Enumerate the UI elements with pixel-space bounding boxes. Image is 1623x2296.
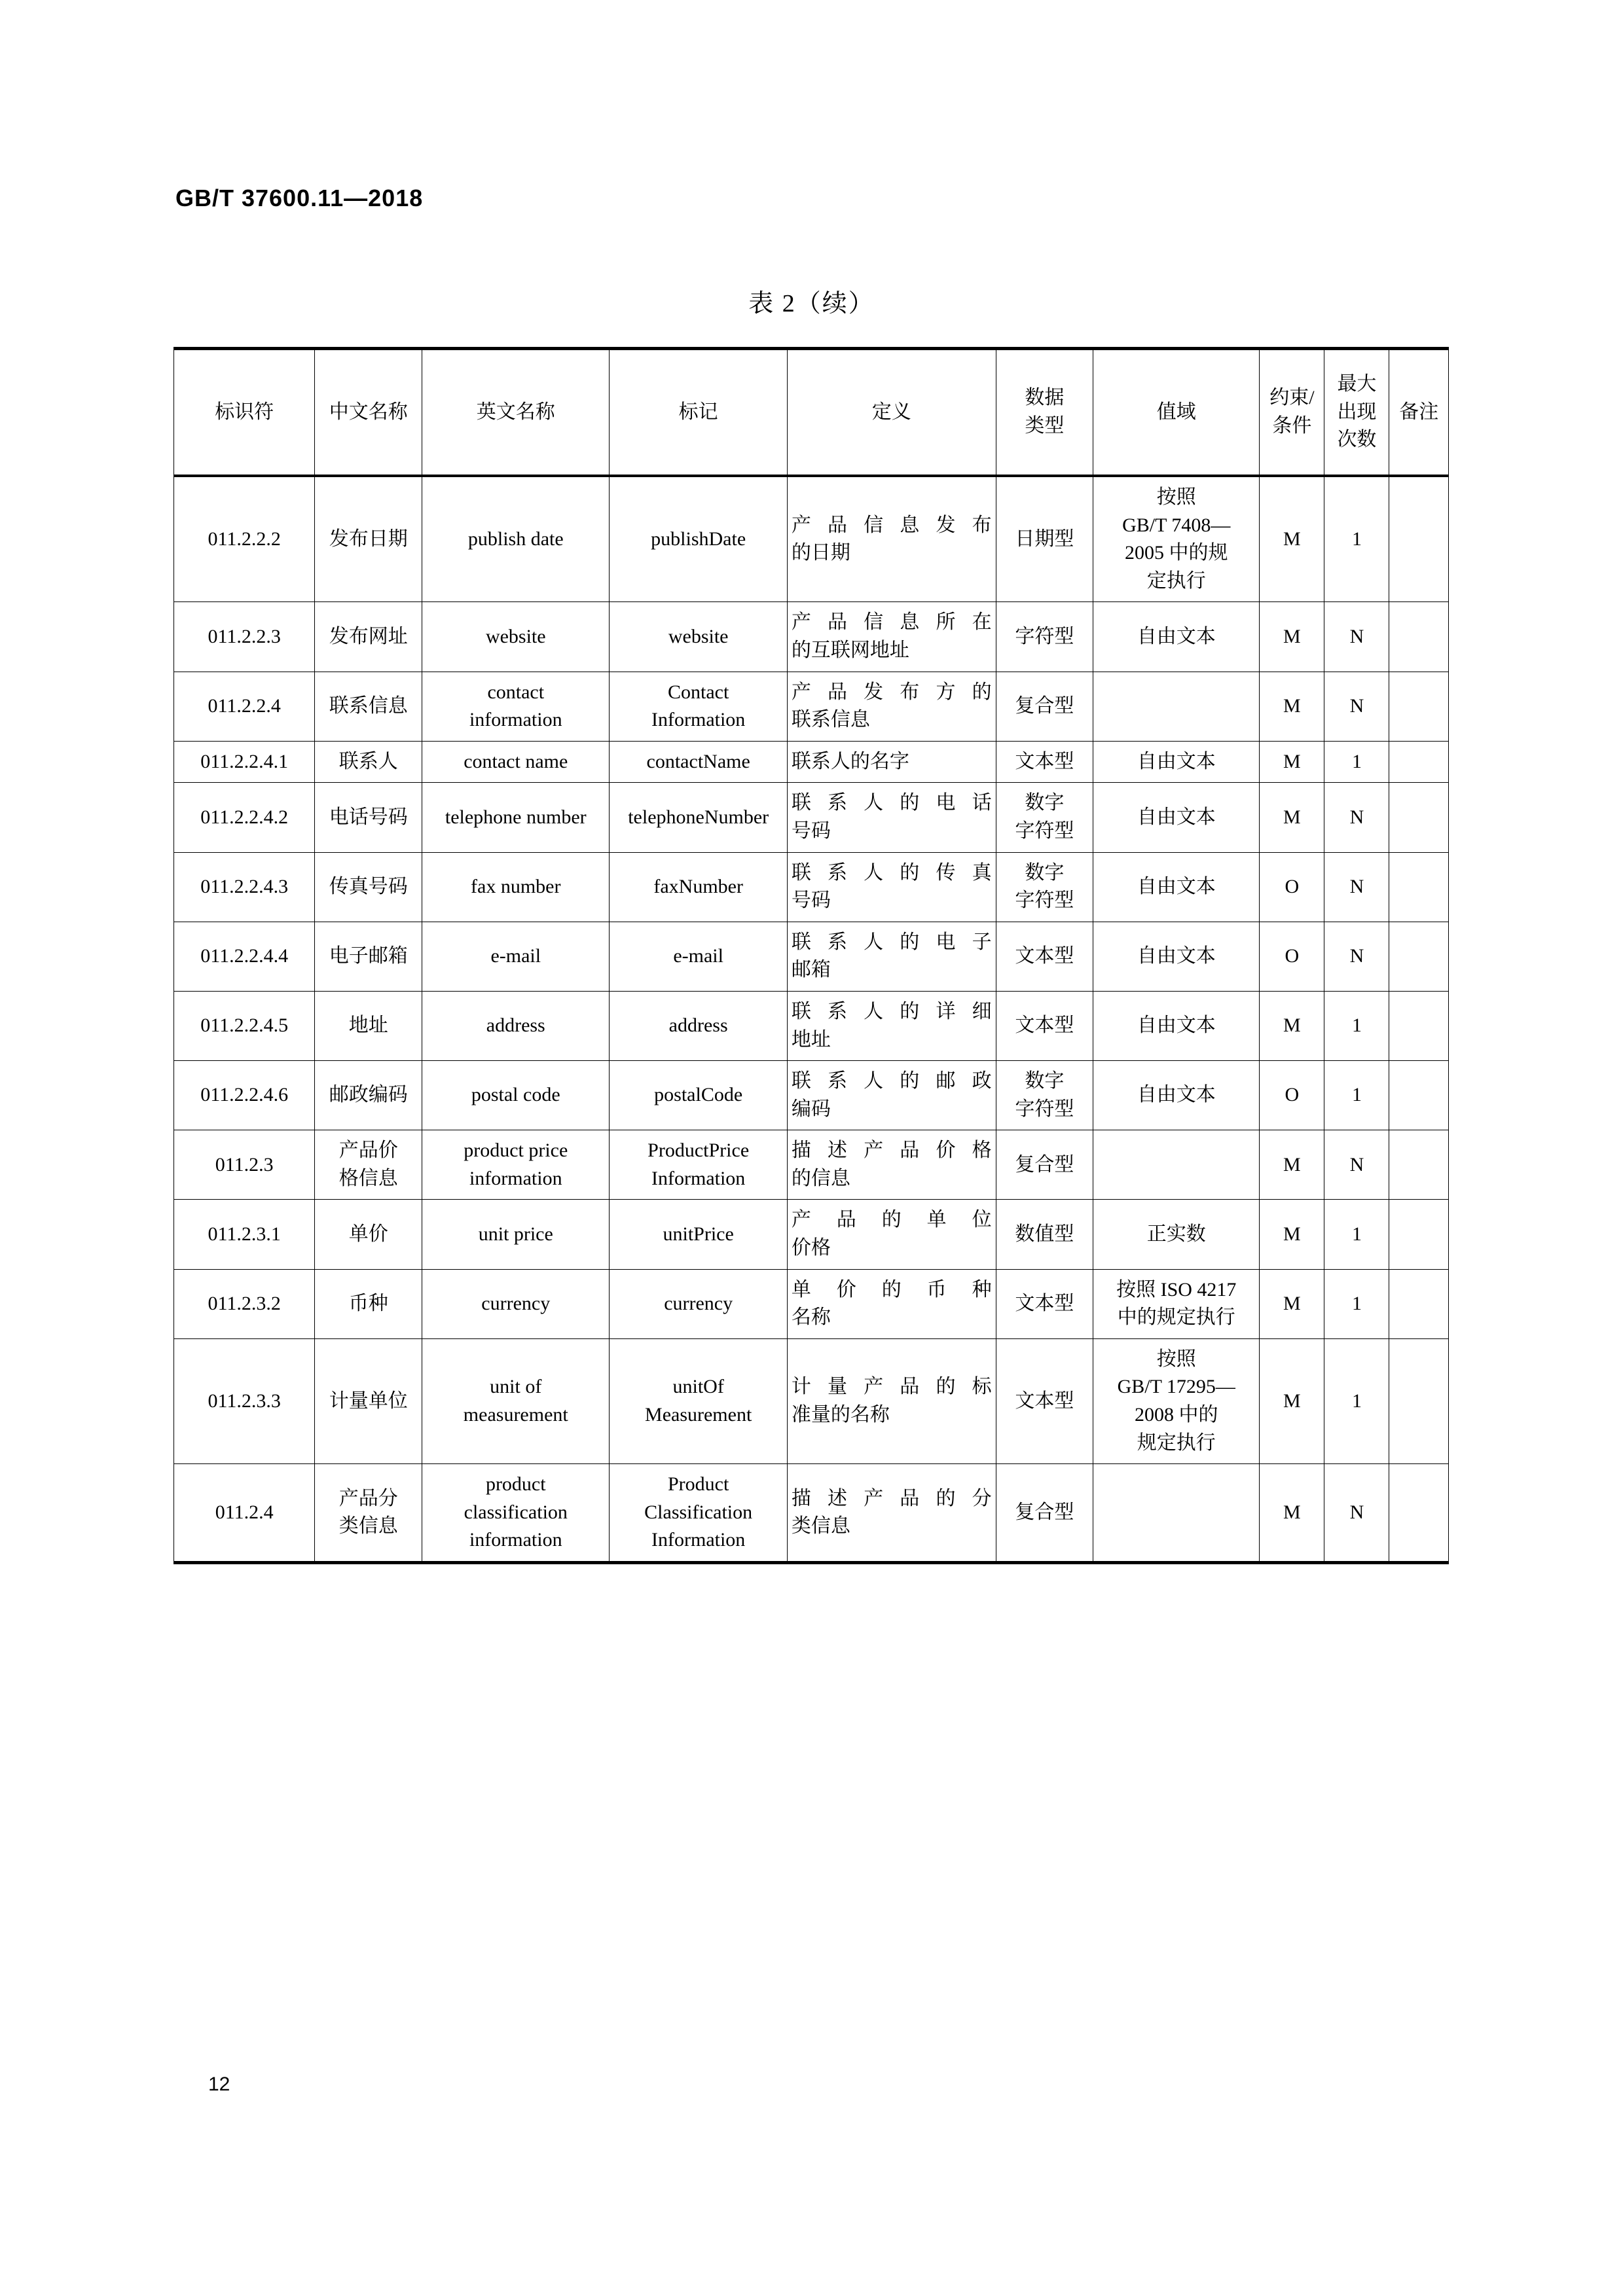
cell-value-domain — [1093, 1338, 1260, 1463]
cell-max-occurrences: N — [1324, 783, 1389, 852]
page-number: 12 — [208, 2073, 230, 2095]
cell-remarks — [1389, 672, 1449, 741]
cell-data-type — [996, 1061, 1093, 1130]
cell-english-name-line: product — [485, 1473, 546, 1496]
table-row — [174, 852, 1449, 922]
cell-data-type-line: 数字 — [1025, 861, 1065, 884]
cell-tag: unitPrice — [610, 1200, 787, 1269]
cell-tag — [610, 1130, 787, 1200]
column-header-max-occurrences-line2: 出现 — [1337, 401, 1377, 423]
cell-data-type: 复合型 — [996, 672, 1093, 741]
cell-data-type: 日期型 — [996, 476, 1093, 602]
cell-chinese-name-line: 类信息 — [338, 1515, 398, 1537]
table-row — [174, 476, 1449, 602]
column-header-value-domain: 值域 — [1093, 349, 1260, 476]
cell-definition-line: 编码 — [791, 1098, 831, 1120]
cell-identifier: 011.2.2.4.5 — [174, 991, 315, 1060]
cell-chinese-name: 单价 — [315, 1200, 422, 1269]
cell-max-occurrences: 1 — [1324, 741, 1389, 783]
cell-english-name-line: information — [469, 1167, 562, 1189]
cell-english-name — [422, 672, 610, 741]
cell-max-occurrences: 1 — [1324, 476, 1389, 602]
requirements-table — [173, 347, 1449, 1564]
cell-english-name: currency — [422, 1269, 610, 1338]
cell-remarks — [1389, 602, 1449, 672]
cell-identifier: 011.2.2.4 — [174, 672, 315, 741]
cell-remarks — [1389, 1269, 1449, 1338]
cell-tag: contactName — [610, 741, 787, 783]
cell-remarks — [1389, 852, 1449, 922]
cell-value-domain-line: 按照 — [1156, 486, 1196, 508]
cell-value-domain-line: 自由文本 — [1137, 945, 1216, 967]
table-row — [174, 602, 1449, 672]
column-header-constraint-line1: 约束/ — [1269, 387, 1315, 409]
cell-chinese-name: 电话号码 — [315, 783, 422, 852]
cell-constraint: M — [1260, 1200, 1324, 1269]
cell-value-domain — [1093, 1061, 1260, 1130]
cell-constraint: O — [1260, 1061, 1324, 1130]
cell-chinese-name-line: 产品分 — [338, 1487, 398, 1509]
cell-constraint: M — [1260, 1464, 1324, 1563]
column-header-english-name: 英文名称 — [422, 349, 610, 476]
cell-data-type — [996, 852, 1093, 922]
cell-constraint: M — [1260, 1269, 1324, 1338]
cell-max-occurrences: N — [1324, 852, 1389, 922]
cell-value-domain-line: 定执行 — [1146, 569, 1206, 592]
column-header-constraint-line2: 条件 — [1272, 415, 1312, 437]
cell-tag-line: Information — [651, 1167, 746, 1189]
table-row — [174, 783, 1449, 852]
cell-definition-line: 的信息 — [791, 1167, 850, 1189]
cell-value-domain — [1093, 476, 1260, 602]
cell-value-domain-line: 规定执行 — [1137, 1431, 1216, 1454]
cell-identifier: 011.2.2.3 — [174, 602, 315, 672]
cell-max-occurrences: N — [1324, 672, 1389, 741]
cell-value-domain-line: 自由文本 — [1137, 1084, 1216, 1106]
cell-value-domain — [1093, 783, 1260, 852]
cell-definition-line: 名称 — [791, 1306, 831, 1329]
cell-tag — [610, 1464, 787, 1563]
cell-definition — [787, 602, 996, 672]
cell-tag-line: Classification — [644, 1501, 753, 1523]
cell-data-type-line: 数字 — [1025, 792, 1065, 814]
cell-definition-line: 的日期 — [791, 542, 850, 564]
cell-definition-line: 号码 — [791, 819, 831, 842]
cell-definition-line: 单价的币种 — [791, 1278, 992, 1300]
column-header-chinese-name: 中文名称 — [315, 349, 422, 476]
cell-chinese-name: 联系人 — [315, 741, 422, 783]
cell-tag-line: ProductPrice — [647, 1139, 750, 1162]
cell-constraint: O — [1260, 922, 1324, 991]
cell-english-name: website — [422, 602, 610, 672]
table-row — [174, 1061, 1449, 1130]
cell-max-occurrences: 1 — [1324, 1061, 1389, 1130]
cell-definition — [787, 1338, 996, 1463]
cell-constraint: M — [1260, 783, 1324, 852]
cell-data-type: 复合型 — [996, 1130, 1093, 1200]
cell-tag: e-mail — [610, 922, 787, 991]
cell-definition-line: 号码 — [791, 889, 831, 912]
cell-english-name-line: measurement — [463, 1404, 568, 1426]
cell-identifier: 011.2.4 — [174, 1464, 315, 1563]
column-header-data-type-line1: 数据 — [1025, 387, 1065, 409]
cell-data-type: 文本型 — [996, 741, 1093, 783]
cell-identifier: 011.2.3.3 — [174, 1338, 315, 1463]
cell-tag-line: Information — [651, 1529, 746, 1551]
cell-value-domain-line: 2008 中的 — [1135, 1404, 1218, 1426]
cell-chinese-name: 发布日期 — [315, 476, 422, 602]
cell-identifier: 011.2.2.4.6 — [174, 1061, 315, 1130]
cell-remarks — [1389, 1200, 1449, 1269]
table-row — [174, 1464, 1449, 1563]
cell-definition-line: 产品的单位 — [791, 1209, 992, 1231]
column-header-data-type — [996, 349, 1093, 476]
cell-definition-line: 类信息 — [791, 1515, 850, 1537]
cell-value-domain-line: GB/T 7408— — [1122, 514, 1231, 536]
cell-value-domain — [1093, 602, 1260, 672]
cell-constraint: M — [1260, 991, 1324, 1060]
cell-remarks — [1389, 476, 1449, 602]
cell-definition-line: 产品信息发布 — [791, 514, 992, 536]
column-header-remarks: 备注 — [1389, 349, 1449, 476]
cell-definition-line: 价格 — [791, 1237, 831, 1259]
cell-tag-line: Contact — [668, 681, 729, 703]
cell-tag: faxNumber — [610, 852, 787, 922]
cell-chinese-name: 币种 — [315, 1269, 422, 1338]
cell-definition — [787, 476, 996, 602]
cell-max-occurrences: N — [1324, 1130, 1389, 1200]
cell-max-occurrences: N — [1324, 1464, 1389, 1563]
cell-data-type: 文本型 — [996, 1269, 1093, 1338]
cell-definition — [787, 672, 996, 741]
cell-definition-line: 联系人的名字 — [791, 750, 909, 772]
cell-definition — [787, 922, 996, 991]
cell-data-type-line: 字符型 — [1015, 1098, 1074, 1120]
cell-data-type: 字符型 — [996, 602, 1093, 672]
cell-value-domain-line: 中的规定执行 — [1117, 1306, 1235, 1329]
cell-data-type: 文本型 — [996, 1338, 1093, 1463]
cell-english-name-line: unit of — [490, 1376, 542, 1398]
cell-definition-line: 描述产品的分 — [791, 1487, 992, 1509]
cell-max-occurrences: 1 — [1324, 1200, 1389, 1269]
cell-tag: publishDate — [610, 476, 787, 602]
cell-value-domain-line: 自由文本 — [1137, 625, 1216, 647]
cell-value-domain-line: 自由文本 — [1137, 806, 1216, 828]
cell-value-domain-line: 正实数 — [1146, 1223, 1206, 1245]
cell-value-domain — [1093, 991, 1260, 1060]
cell-remarks — [1389, 1464, 1449, 1563]
table-row — [174, 922, 1449, 991]
cell-tag-line: Information — [651, 709, 746, 731]
cell-definition — [787, 741, 996, 783]
cell-value-domain — [1093, 1130, 1260, 1200]
table-row — [174, 1269, 1449, 1338]
cell-chinese-name: 联系信息 — [315, 672, 422, 741]
column-header-data-type-line2: 类型 — [1025, 415, 1065, 437]
cell-definition-line: 联系人的邮政 — [791, 1070, 992, 1092]
cell-english-name — [422, 1338, 610, 1463]
cell-definition-line: 联系人的传真 — [791, 861, 992, 884]
data-table-container — [173, 347, 1449, 1564]
column-header-max-occurrences-line3: 次数 — [1337, 429, 1377, 451]
cell-remarks — [1389, 922, 1449, 991]
cell-english-name-line: information — [469, 1529, 562, 1551]
cell-english-name: postal code — [422, 1061, 610, 1130]
running-header-standard-number: GB/T 37600.11—2018 — [175, 185, 424, 211]
cell-constraint: M — [1260, 1130, 1324, 1200]
cell-value-domain — [1093, 672, 1260, 741]
cell-definition-line: 联系信息 — [791, 709, 870, 731]
cell-tag: telephoneNumber — [610, 783, 787, 852]
cell-data-type: 文本型 — [996, 991, 1093, 1060]
cell-english-name: address — [422, 991, 610, 1060]
cell-tag-line: Product — [668, 1473, 729, 1496]
cell-english-name-line: information — [469, 709, 562, 731]
cell-definition-line: 联系人的电子 — [791, 931, 992, 953]
cell-english-name: fax number — [422, 852, 610, 922]
cell-remarks — [1389, 991, 1449, 1060]
cell-data-type: 数值型 — [996, 1200, 1093, 1269]
table-caption: 表 2（续） — [748, 290, 875, 317]
cell-value-domain-line: 按照 — [1156, 1348, 1196, 1370]
cell-definition — [787, 991, 996, 1060]
cell-definition — [787, 1464, 996, 1563]
table-row — [174, 1130, 1449, 1200]
column-header-tag: 标记 — [610, 349, 787, 476]
cell-value-domain — [1093, 1269, 1260, 1338]
cell-remarks — [1389, 1338, 1449, 1463]
cell-constraint: M — [1260, 476, 1324, 602]
cell-identifier: 011.2.2.2 — [174, 476, 315, 602]
cell-english-name: unit price — [422, 1200, 610, 1269]
cell-constraint: M — [1260, 1338, 1324, 1463]
cell-definition-line: 联系人的电话 — [791, 792, 992, 814]
cell-chinese-name: 传真号码 — [315, 852, 422, 922]
cell-tag-line: Measurement — [645, 1404, 752, 1426]
cell-definition — [787, 1200, 996, 1269]
table-body — [174, 476, 1449, 1563]
cell-tag-line: unitOf — [672, 1376, 724, 1398]
cell-chinese-name: 计量单位 — [315, 1338, 422, 1463]
column-header-max-occurrences-line1: 最大 — [1337, 373, 1377, 395]
cell-value-domain-line: 自由文本 — [1137, 875, 1216, 897]
cell-value-domain — [1093, 741, 1260, 783]
cell-definition — [787, 783, 996, 852]
cell-chinese-name — [315, 1464, 422, 1563]
column-header-identifier: 标识符 — [174, 349, 315, 476]
cell-value-domain-line: 自由文本 — [1137, 1014, 1216, 1037]
cell-identifier: 011.2.2.4.4 — [174, 922, 315, 991]
cell-max-occurrences: 1 — [1324, 991, 1389, 1060]
cell-value-domain-line: 2005 中的规 — [1125, 542, 1228, 564]
cell-data-type-line: 字符型 — [1015, 889, 1074, 912]
cell-remarks — [1389, 741, 1449, 783]
cell-tag — [610, 672, 787, 741]
cell-constraint: M — [1260, 741, 1324, 783]
cell-definition — [787, 1061, 996, 1130]
cell-value-domain — [1093, 852, 1260, 922]
cell-chinese-name-line: 格信息 — [338, 1167, 398, 1189]
table-row — [174, 1338, 1449, 1463]
cell-value-domain — [1093, 1464, 1260, 1563]
cell-definition — [787, 852, 996, 922]
cell-data-type: 复合型 — [996, 1464, 1093, 1563]
cell-definition-line: 的互联网地址 — [791, 639, 909, 661]
cell-remarks — [1389, 1061, 1449, 1130]
cell-chinese-name — [315, 1130, 422, 1200]
cell-constraint: O — [1260, 852, 1324, 922]
cell-english-name — [422, 1464, 610, 1563]
cell-tag — [610, 1338, 787, 1463]
cell-english-name: e-mail — [422, 922, 610, 991]
cell-chinese-name: 发布网址 — [315, 602, 422, 672]
cell-english-name: publish date — [422, 476, 610, 602]
cell-tag: address — [610, 991, 787, 1060]
cell-data-type-line: 字符型 — [1015, 819, 1074, 842]
cell-max-occurrences: 1 — [1324, 1338, 1389, 1463]
table-row — [174, 991, 1449, 1060]
cell-value-domain-line: 按照 ISO 4217 — [1116, 1278, 1237, 1300]
cell-english-name: telephone number — [422, 783, 610, 852]
cell-value-domain-line: 自由文本 — [1137, 750, 1216, 772]
cell-chinese-name: 地址 — [315, 991, 422, 1060]
cell-max-occurrences: N — [1324, 602, 1389, 672]
cell-definition-line: 产品信息所在 — [791, 611, 992, 634]
cell-max-occurrences: N — [1324, 922, 1389, 991]
cell-definition — [787, 1130, 996, 1200]
cell-remarks — [1389, 783, 1449, 852]
table-row — [174, 672, 1449, 741]
cell-english-name: contact name — [422, 741, 610, 783]
cell-data-type-line: 数字 — [1025, 1070, 1065, 1092]
cell-identifier: 011.2.3.2 — [174, 1269, 315, 1338]
cell-chinese-name: 电子邮箱 — [315, 922, 422, 991]
cell-identifier: 011.2.2.4.3 — [174, 852, 315, 922]
cell-max-occurrences: 1 — [1324, 1269, 1389, 1338]
cell-definition-line: 产品发布方的 — [791, 681, 992, 703]
column-header-constraint — [1260, 349, 1324, 476]
column-header-definition: 定义 — [787, 349, 996, 476]
cell-chinese-name: 邮政编码 — [315, 1061, 422, 1130]
table-row — [174, 741, 1449, 783]
table-row — [174, 1200, 1449, 1269]
cell-value-domain — [1093, 922, 1260, 991]
cell-tag: postalCode — [610, 1061, 787, 1130]
cell-definition-line: 联系人的详细 — [791, 1000, 992, 1022]
cell-value-domain-line: GB/T 17295— — [1117, 1376, 1235, 1398]
cell-chinese-name-line: 产品价 — [338, 1139, 398, 1162]
cell-definition-line: 准量的名称 — [791, 1404, 890, 1426]
cell-definition-line: 计量产品的标 — [791, 1376, 992, 1398]
cell-constraint: M — [1260, 602, 1324, 672]
table-header-row — [174, 349, 1449, 476]
cell-definition-line: 描述产品价格 — [791, 1139, 992, 1162]
cell-identifier: 011.2.3 — [174, 1130, 315, 1200]
cell-identifier: 011.2.3.1 — [174, 1200, 315, 1269]
cell-data-type: 文本型 — [996, 922, 1093, 991]
cell-english-name-line: classification — [464, 1501, 568, 1523]
column-header-max-occurrences — [1324, 349, 1389, 476]
cell-identifier: 011.2.2.4.2 — [174, 783, 315, 852]
cell-english-name-line: product price — [464, 1139, 568, 1162]
cell-definition — [787, 1269, 996, 1338]
cell-definition-line: 邮箱 — [791, 959, 831, 981]
cell-remarks — [1389, 1130, 1449, 1200]
cell-tag: currency — [610, 1269, 787, 1338]
cell-data-type — [996, 783, 1093, 852]
cell-english-name — [422, 1130, 610, 1200]
cell-value-domain — [1093, 1200, 1260, 1269]
cell-identifier: 011.2.2.4.1 — [174, 741, 315, 783]
cell-definition-line: 地址 — [791, 1028, 831, 1050]
cell-tag: website — [610, 602, 787, 672]
cell-constraint: M — [1260, 672, 1324, 741]
cell-english-name-line: contact — [487, 681, 545, 703]
